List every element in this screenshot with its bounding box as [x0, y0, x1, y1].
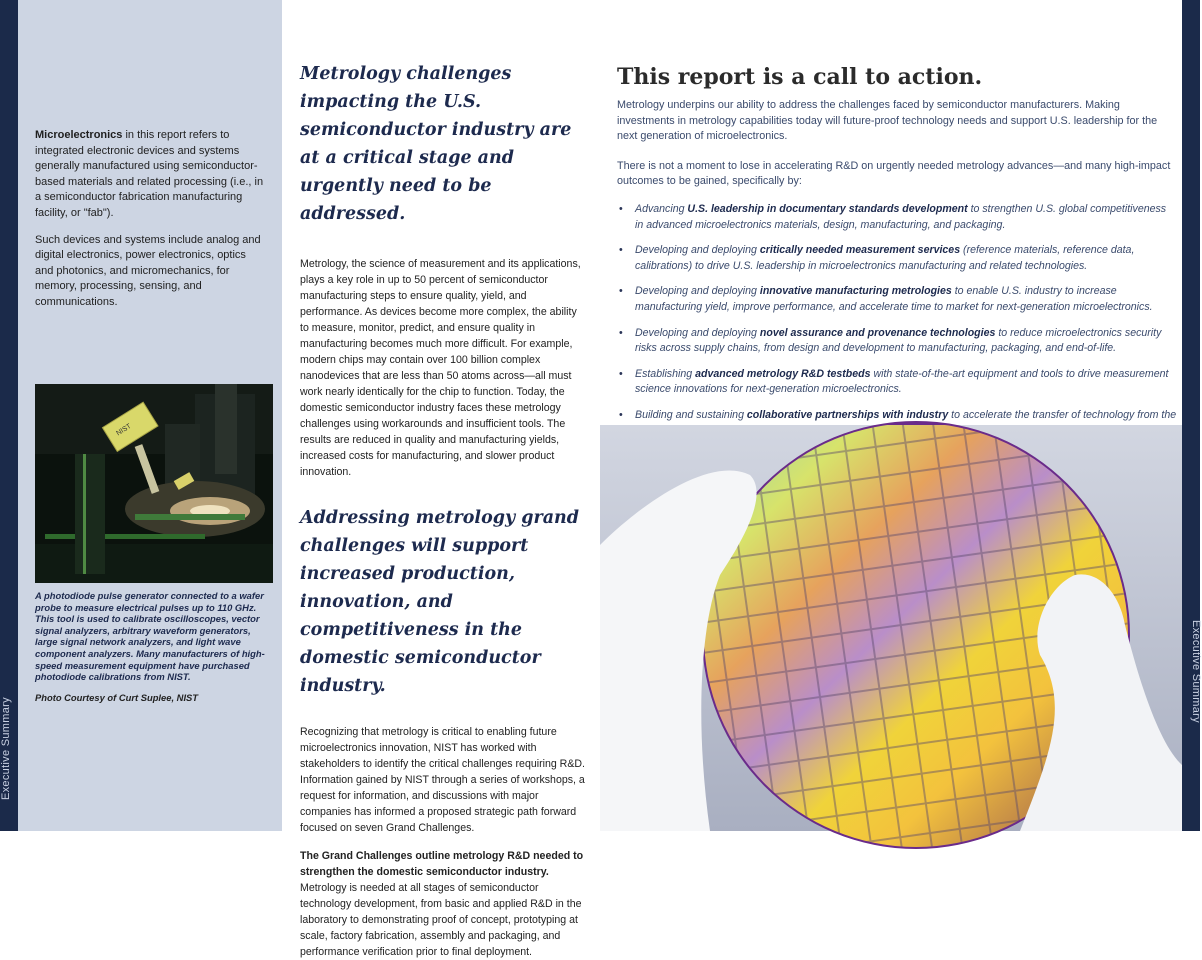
body-paragraph-3-text: Metrology is needed at all stages of semiconductor technology development, from basic and applied R&D in the laboratory to demonstrating proof of concept, prototyping at scale, factory fabrication, assembly and packaging, and performance verification prior to final deployment.	[300, 882, 582, 958]
left-edge-band	[0, 0, 18, 831]
section-heading-1: Metrology challenges impacting the U.S. semiconductor industry are at a critical stage and urgently need to be addressed.	[300, 64, 572, 224]
call-to-action-title: This report is a call to action.	[617, 64, 983, 90]
photo-caption	[35, 590, 275, 703]
photo-credit: Photo Courtesy of Curt Suplee, NIST	[35, 691, 199, 703]
definition-box	[35, 128, 267, 322]
outcomes-list	[617, 202, 1177, 439]
probe-photo	[35, 384, 273, 583]
definition-term: Microelectronics	[35, 129, 123, 141]
sidebar-panel	[18, 0, 282, 831]
right-column	[617, 60, 1177, 449]
list-item: • Establishing advanced metrology R&D testbeds with state-of-the-art equipment and tools to drive measurement science innovations for next-generation microelectronics.	[617, 367, 1177, 398]
list-item: • Advancing U.S. leadership in documentary standards development to strengthen U.S. global competitiveness in advanced microelectronics materials, design, manufacturing, and packaging.	[617, 202, 1177, 233]
definition-paragraph-2: Such devices and systems include analog and digital electronics, power electronics, optics and photonics, and micromechanics, for memory, processing, sensing, and communications.	[35, 233, 261, 308]
body-paragraph-1: Metrology, the science of measurement and its applications, plays a key role in up to 50 percent of semiconductor manufacturing steps to ensure quality, yield, and performance. As devices become more complex, the ability to measure, monitor, predict, and ensure quality in manufacturing becomes much more difficult. For example, modern chips may contain over 100 billion complex nanodevices that are less than 50 atoms across—all must work nearly identically for the chip to function. Today, the domestic semiconductor industry faces these metrology challenges using workarounds and insufficient tools. The results are reduced in quality and manufacturing yields, increased costs for manufacturing, and slower product innovation.	[300, 258, 581, 478]
body-paragraph-3	[300, 848, 585, 960]
body-paragraph-2: Recognizing that metrology is critical to enabling future microelectronics innovation, NIST has worked with stakeholders to identify the critical challenges requiring R&D. Information gained by NIST through a series of workshops, a request for information, and discussions with major companies has informed a proposed strategic path forward focused on seven Grand Challenges.	[300, 726, 585, 834]
list-item: • Developing and deploying innovative manufacturing metrologies to enable U.S. industry to increase manufacturing yield, improve performance, and accelerate time to market for next-generation microelectronics.	[617, 284, 1177, 315]
body-paragraph-3-lead: The Grand Challenges outline metrology R&D needed to strengthen the domestic semiconductor industry.	[300, 850, 584, 878]
svg-text:NIST: NIST	[115, 422, 133, 438]
side-label-right: Executive Summary	[1190, 620, 1202, 723]
middle-column	[300, 60, 585, 960]
intro-paragraph-2: There is not a moment to lose in accelerating R&D on urgently needed metrology advances—and many high-impact outcomes to be gained, specifically by:	[617, 159, 1171, 188]
section-heading-2: Addressing metrology grand challenges will support increased production, innovation, and competitiveness in the domestic semiconductor industry.	[300, 508, 580, 696]
intro-paragraph-1: Metrology underpins our ability to address the challenges faced by semiconductor manufacturers. Making investments in metrology capabilities today will future-proof technology needs and support U.S. leadership for the next generation of microelectronics.	[617, 99, 1158, 143]
list-item: • Building and sustaining collaborative partnerships with industry to accelerate the transfer of technology from the	[617, 408, 1177, 439]
list-item: • Developing and deploying critically needed measurement services (reference materials, reference data, calibrations) to drive U.S. leadership in microelectronics manufacturing and related technologies.	[617, 243, 1177, 274]
definition-text: in this report refers to integrated electronic devices and systems generally manufactured using semiconductor-based materials and related processing (i.e., in a semiconductor fabrication manufacturing facility, or "fab").	[35, 129, 264, 219]
definition-paragraph	[35, 128, 267, 222]
photo-caption-text: A photodiode pulse generator connected to a wafer probe to measure electrical pulses up to 110 GHz. This tool is used to calibrate oscilloscopes, vector signal analyzers, arbitrary waveform generators, large signal network analyzers, and light wave component analyzers. Many manufacturers of high-speed measurement equipment have purchased photodiode calibrations from NIST.	[35, 590, 265, 683]
wafer-photo	[600, 425, 1182, 831]
right-edge-band	[1182, 0, 1200, 831]
list-item: • Developing and deploying novel assurance and provenance technologies to reduce microelectronics security risks across supply chains, from design and development to manufacturing, packaging, and end-of-life.	[617, 326, 1177, 357]
side-label-left: Executive Summary	[0, 697, 12, 800]
